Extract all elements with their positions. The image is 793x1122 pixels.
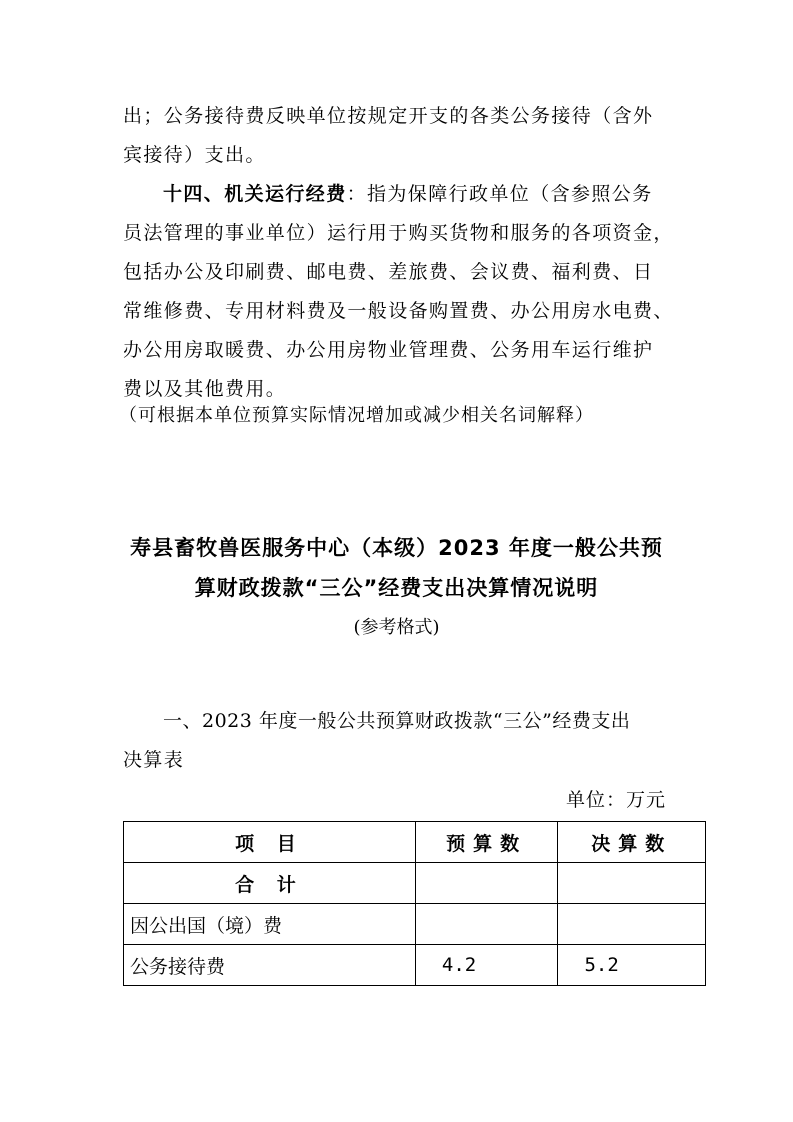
- note: （可根据本单位预算实际情况增加或减少相关名词解释）: [119, 405, 594, 426]
- paragraph-line: 包括办公及印刷费、邮电费、差旅费、会议费、福利费、日: [123, 261, 654, 283]
- row-item: 因公出国（境）费: [124, 904, 416, 945]
- row-item: 公务接待费: [124, 945, 416, 986]
- item14-line1-text: ：指为保障行政单位（含参照公务: [346, 183, 653, 205]
- section-title-line2: 算财政拨款“三公”经费支出决算情况说明: [194, 576, 599, 600]
- table-row: [124, 863, 706, 904]
- row-actual: 5.2: [558, 945, 706, 986]
- paragraph-line: 宾接待）支出。: [123, 144, 266, 166]
- paragraph-line: 办公用房取暖费、办公用房物业管理费、公务用车运行维护: [123, 339, 654, 361]
- row-budget: [415, 904, 558, 945]
- table-row: [124, 945, 706, 986]
- table-header-row: [124, 822, 706, 863]
- item14-heading: 十四、机关运行经费: [163, 183, 347, 205]
- row-item: 合 计: [124, 863, 416, 904]
- section-subtitle: (参考格式): [353, 617, 440, 638]
- table-heading-line1: 一、2023 年度一般公共预算财政拨款“三公”经费支出: [163, 710, 631, 732]
- row-budget: 4.2: [415, 945, 558, 986]
- header-budget: 预算数: [415, 822, 558, 863]
- row-actual: [558, 863, 706, 904]
- paragraph-line: 费以及其他费用。: [123, 378, 287, 400]
- row-budget: [415, 863, 558, 904]
- paragraph-line: 员法管理的事业单位）运行用于购买货物和服务的各项资金，: [123, 222, 674, 244]
- row-actual: [558, 904, 706, 945]
- table-heading-line2: 决算表: [123, 749, 185, 771]
- expenditure-table: [123, 821, 706, 986]
- unit-label: 单位：万元: [566, 789, 667, 811]
- item14-paragraph-first-line: [163, 182, 653, 206]
- header-actual: 决算数: [558, 822, 706, 863]
- paragraph-line: 出；公务接待费反映单位按规定开支的各类公务接待（含外: [123, 105, 654, 127]
- table-row: [124, 904, 706, 945]
- header-item: 项 目: [124, 822, 416, 863]
- section-title-line1: 寿县畜牧兽医服务中心（本级）2023 年度一般公共预: [130, 536, 663, 560]
- paragraph-line: 常维修费、专用材料费及一般设备购置费、办公用房水电费、: [123, 300, 674, 322]
